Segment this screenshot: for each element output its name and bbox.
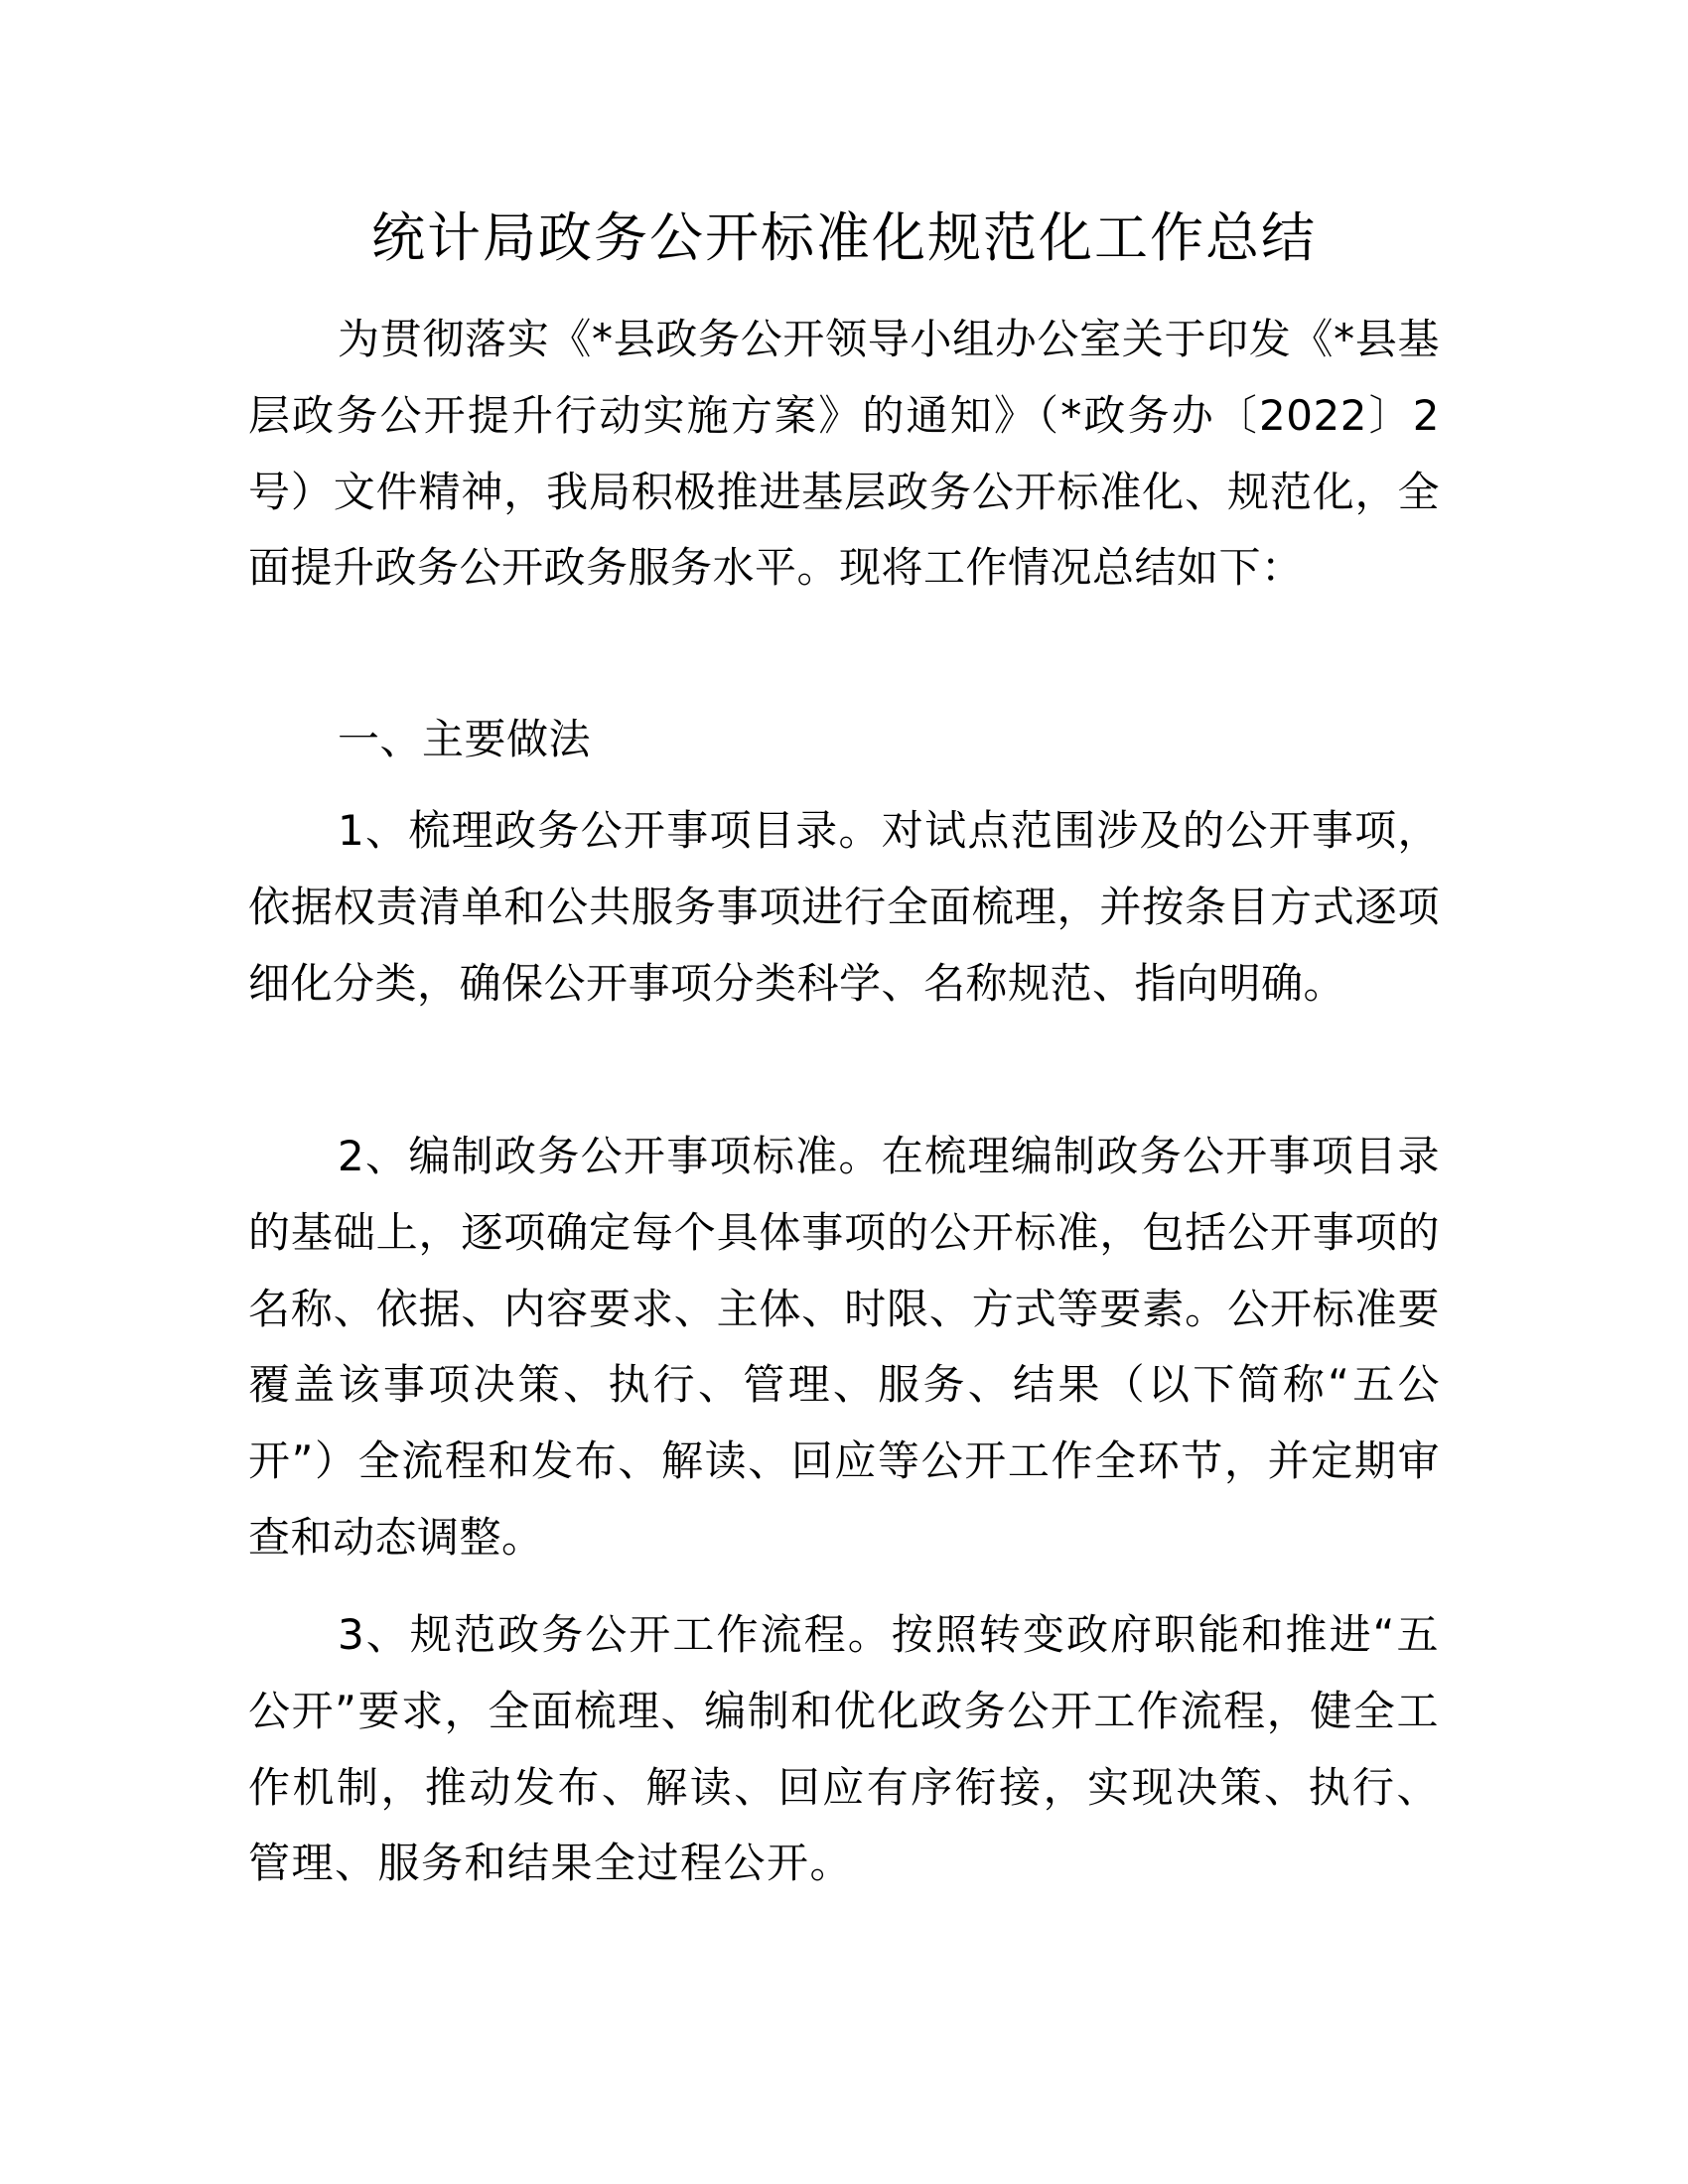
item-3-paragraph: 3、规范政务公开工作流程。按照转变政府职能和推进“五公开”要求，全面梳理、编制和优化政务公开工作流程，健全工作机制，推动发布、解读、回应有序衔接，实现决策、执行、管理、服务和结果全过程公开。: [248, 1610, 1440, 1888]
item-1-paragraph: 1、梳理政务公开事项目录。对试点范围涉及的公开事项，依据权责清单和公共服务事项进行全面梳理，并按条目方式逐项细化分类，确保公开事项分类科学、名称规范、指向明确。: [248, 806, 1440, 1008]
section-heading: 一、主要做法: [338, 715, 592, 763]
document-title: 统计局政务公开标准化规范化工作总结: [371, 206, 1317, 269]
item-2-paragraph: 2、编制政务公开事项标准。在梳理编制政务公开事项目录的基础上，逐项确定每个具体事项的公开标准，包括公开事项的名称、依据、内容要求、主体、时限、方式等要素。公开标准要覆盖该事项决策、执行、管理、服务、结果（以下简称“五公开”）全流程和发布、解读、回应等公开工作全环节，并定期审查和动态调整。: [248, 1132, 1440, 1562]
intro-paragraph: 为贯彻落实《*县政务公开领导小组办公室关于印发《*县基层政务公开提升行动实施方案》的通知》（*政务办〔2022〕2号）文件精神，我局积极推进基层政务公开标准化、规范化，全面提升政务公开政务服务水平。现将工作情况总结如下：: [248, 315, 1440, 593]
